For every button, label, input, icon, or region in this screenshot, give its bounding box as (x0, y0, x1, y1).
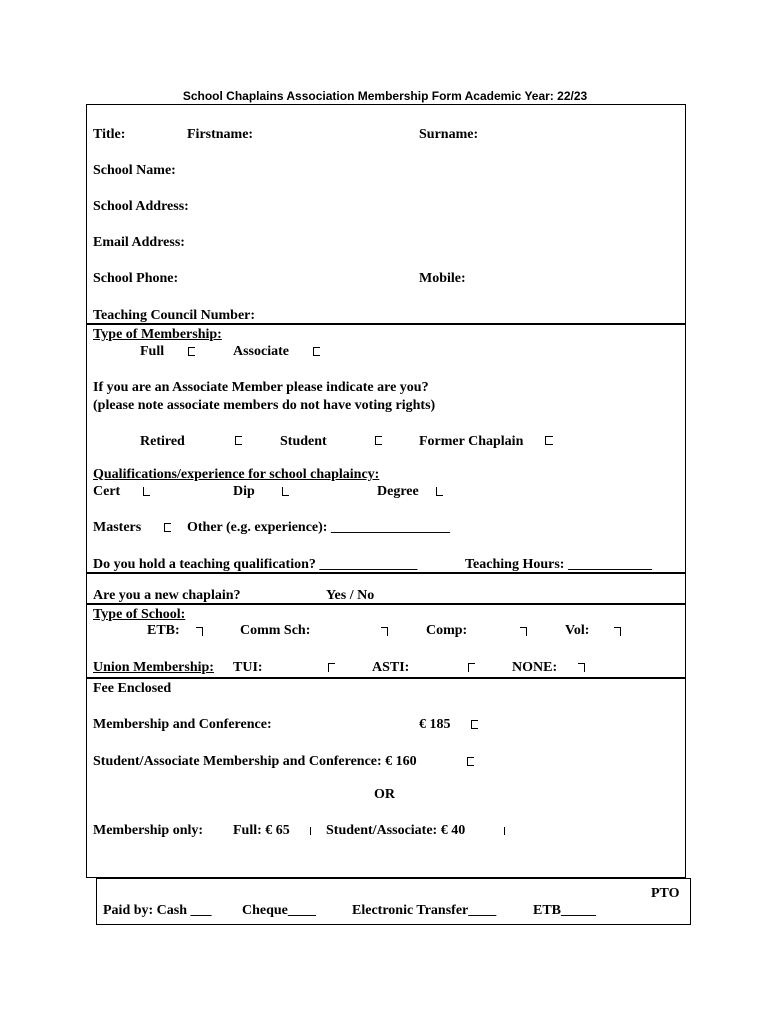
school-name-label: School Name: (93, 163, 176, 178)
membership-type-heading: Type of Membership: (93, 327, 222, 342)
none-label: NONE: (512, 660, 558, 675)
or-label: OR (374, 787, 395, 802)
dip-label: Dip (233, 484, 255, 499)
cert-label: Cert (93, 484, 121, 499)
associate-label: Associate (233, 344, 289, 359)
email-label: Email Address: (93, 235, 185, 250)
yes-no-label[interactable]: Yes / No (326, 588, 375, 603)
vol-checkbox[interactable] (614, 627, 621, 636)
student-label: Student (280, 434, 327, 449)
teaching-hours-label: Teaching Hours: ____________ (465, 557, 652, 572)
membership-only-label: Membership only: (93, 823, 204, 838)
tui-label: TUI: (233, 660, 263, 675)
degree-checkbox[interactable] (436, 487, 443, 496)
teaching-council-label: Teaching Council Number: (93, 308, 256, 323)
former-chaplain-checkbox[interactable] (545, 436, 553, 445)
comm-sch-checkbox[interactable] (381, 627, 388, 636)
etb-checkbox[interactable] (196, 627, 203, 636)
full-price-checkbox[interactable] (310, 827, 312, 835)
comm-sch-label: Comm Sch: (240, 623, 311, 638)
former-chaplain-label: Former Chaplain (419, 434, 524, 449)
student-conference-checkbox[interactable] (467, 757, 474, 766)
membership-conference-label: Membership and Conference: (93, 717, 272, 732)
full-checkbox[interactable] (188, 347, 195, 356)
full-label: Full (140, 344, 165, 359)
comp-checkbox[interactable] (520, 627, 527, 636)
tui-checkbox[interactable] (328, 663, 335, 672)
divider-fee (86, 677, 686, 679)
fee-heading: Fee Enclosed (93, 681, 172, 696)
school-address-label: School Address: (93, 199, 189, 214)
union-heading: Union Membership: (93, 660, 214, 675)
school-phone-label: School Phone: (93, 271, 179, 286)
asti-checkbox[interactable] (468, 663, 475, 672)
student-price-checkbox[interactable] (504, 827, 506, 835)
masters-checkbox[interactable] (164, 523, 171, 532)
full-price-label: Full: € 65 (233, 823, 290, 838)
comp-label: Comp: (426, 623, 468, 638)
associate-checkbox[interactable] (313, 347, 320, 356)
student-price-label: Student/Associate: € 40 (326, 823, 466, 838)
associate-note: (please note associate members do not have voting rights) (93, 398, 436, 413)
pto-label: PTO (651, 886, 680, 901)
cheque-label: Cheque____ (242, 903, 316, 918)
form-heading: School Chaplains Association Membership Form Academic Year: 22/23 (182, 89, 588, 103)
associate-question: If you are an Associate Member please indicate are you? (93, 380, 429, 395)
student-conference-label: Student/Associate Membership and Conference: € 160 (93, 754, 417, 769)
electronic-transfer-label: Electronic Transfer____ (352, 903, 497, 918)
school-type-heading: Type of School: (93, 607, 186, 622)
etb-payment-label: ETB_____ (533, 903, 597, 918)
teaching-qualification-label: Do you hold a teaching qualification? ______________ (93, 557, 418, 572)
surname-label: Surname: (419, 127, 479, 142)
other-experience-label: Other (e.g. experience): _________________ (187, 520, 450, 535)
vol-label: Vol: (565, 623, 590, 638)
asti-label: ASTI: (372, 660, 410, 675)
paid-by-cash-label: Paid by: Cash ___ (103, 903, 212, 918)
qualifications-heading: Qualifications/experience for school chaplaincy: (93, 467, 380, 482)
membership-conference-checkbox[interactable] (471, 720, 478, 729)
title-label: Title: (93, 127, 126, 142)
new-chaplain-label: Are you a new chaplain? (93, 588, 241, 603)
etb-label: ETB: (147, 623, 180, 638)
none-checkbox[interactable] (578, 663, 585, 672)
masters-label: Masters (93, 520, 142, 535)
student-checkbox[interactable] (375, 436, 382, 445)
retired-checkbox[interactable] (235, 436, 242, 445)
cert-checkbox[interactable] (143, 487, 150, 496)
dip-checkbox[interactable] (282, 487, 289, 496)
membership-conference-price: € 185 (419, 717, 451, 732)
retired-label: Retired (140, 434, 185, 449)
mobile-label: Mobile: (419, 271, 466, 286)
firstname-label: Firstname: (187, 127, 254, 142)
degree-label: Degree (377, 484, 419, 499)
